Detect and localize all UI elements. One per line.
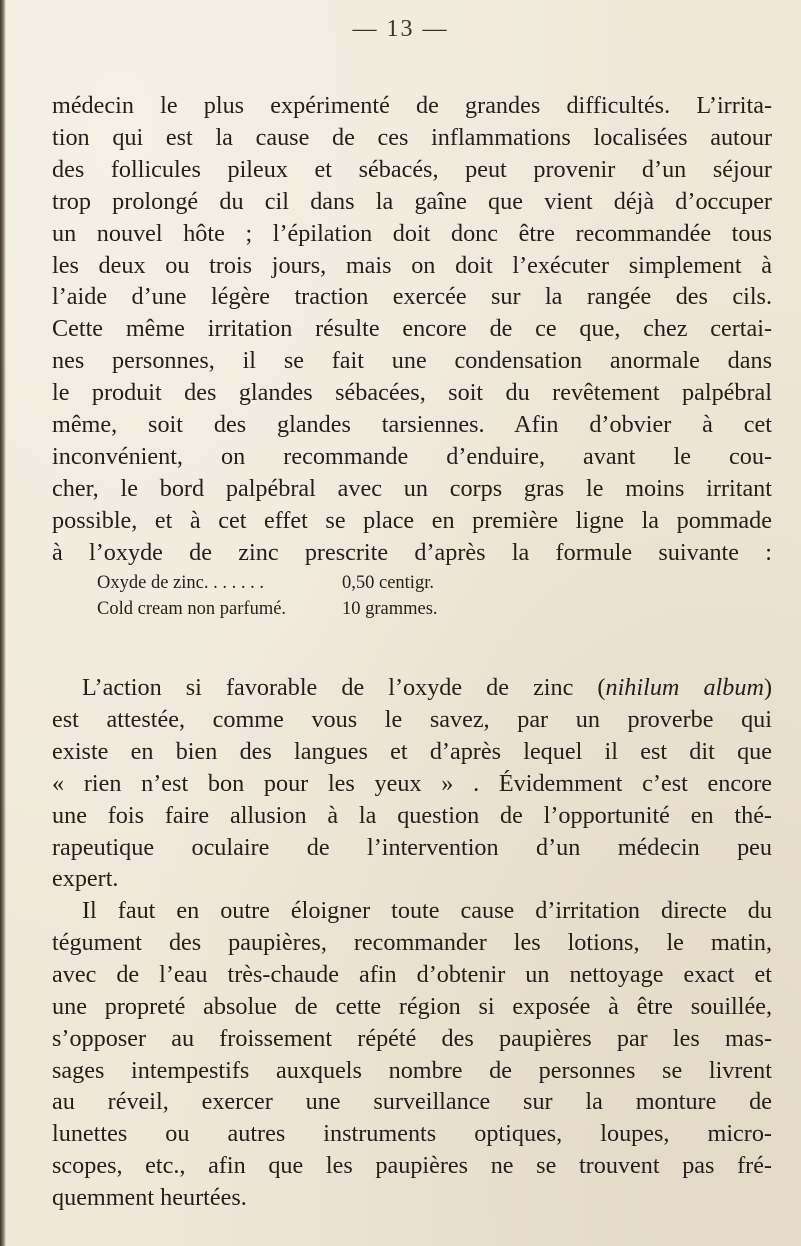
text-line: quemment heurtées. — [52, 1184, 247, 1212]
text-line: Il faut en outre éloigner toute cause d’irritation directe du — [82, 897, 772, 924]
text-line: inconvénient, on recommande d’enduire, avant le cou- — [52, 442, 772, 470]
formula-row — [97, 596, 542, 622]
text-line: au réveil, exercer une surveillance sur la monture de — [52, 1088, 772, 1116]
page-number: — 13 — — [352, 16, 449, 42]
text-line: scopes, etc., afin que les paupières ne se trouvent pas fré- — [52, 1152, 772, 1180]
prescription-formula — [97, 570, 542, 622]
latin-term: nihilum album — [605, 674, 764, 701]
text-line: lunettes ou autres instruments optiques, loupes, micro- — [52, 1120, 772, 1148]
text-line: tégument des paupières, recommander les lotions, le matin, — [52, 928, 772, 956]
formula-row — [97, 570, 542, 596]
text-line: l’aide d’une légère traction exercée sur la rangée des cils. — [52, 283, 772, 311]
text-line: les deux ou trois jours, mais on doit l’exécuter simplement à — [52, 251, 772, 279]
text-fragment: ) — [763, 674, 772, 701]
text-line: tion qui est la cause de ces inflammations localisées autour — [52, 123, 772, 151]
text-line: s’opposer au froissement répété des paupières par les mas- — [52, 1024, 772, 1052]
text-line: même, soit des glandes tarsiennes. Afin d’obvier à cet — [52, 411, 772, 439]
text-line: « rien n’est bon pour les yeux » . Évidemment c’est encore — [52, 769, 772, 797]
text-line: possible, et à cet effet se place en première ligne la pommade — [52, 506, 772, 534]
text-line: Cette même irritation résulte encore de ce que, chez certai- — [52, 315, 772, 343]
text-line: nes personnes, il se fait une condensation anormale dans — [52, 347, 772, 375]
text-line: rapeutique oculaire de l’intervention d’un médecin peu — [52, 833, 772, 861]
text-line: expert. — [52, 865, 119, 893]
text-line: avec de l’eau très-chaude afin d’obtenir un nettoyage exact et — [52, 960, 772, 988]
paragraph-3 — [52, 895, 772, 1214]
text-line: une fois faire allusion à la question de l’opportunité en thé- — [52, 801, 772, 829]
paragraph-1 — [52, 90, 772, 569]
text-line: existe en bien des langues et d’après lequel il est dit que — [52, 737, 772, 765]
text-line: à l’oxyde de zinc prescrite d’après la formule suivante : — [52, 538, 772, 566]
paragraph-2 — [52, 672, 772, 895]
formula-amount: 10 grammes. — [342, 599, 438, 619]
text-line: est attestée, comme vous le savez, par un proverbe qui — [52, 705, 772, 733]
page-spine-shadow — [0, 0, 6, 1246]
text-line: cher, le bord palpébral avec un corps gras le moins irritant — [52, 474, 772, 502]
text-line: médecin le plus expérimenté de grandes difficultés. L’irrita- — [52, 92, 772, 119]
text-fragment: L’action si favorable de l’oxyde de zinc ( — [82, 674, 606, 701]
text-line: sages intempestifs auxquels nombre de personnes se livrent — [52, 1056, 772, 1084]
formula-ingredient: Cold cream non parfumé. — [97, 599, 287, 619]
text-line: le produit des glandes sébacées, soit du revêtement palpébral — [52, 379, 772, 407]
text-line: une propreté absolue de cette région si exposée à être souillée, — [52, 992, 772, 1020]
text-line: trop prolongé du cil dans la gaîne que vient déjà d’occuper — [52, 187, 772, 215]
formula-amount: 0,50 centigr. — [342, 573, 434, 593]
text-line — [52, 672, 772, 704]
text-line: un nouvel hôte ; l’épilation doit donc être recommandée tous — [52, 219, 772, 247]
formula-ingredient: Oxyde de zinc. . . . . . . — [97, 573, 264, 593]
text-line: des follicules pileux et sébacés, peut provenir d’un séjour — [52, 155, 772, 183]
